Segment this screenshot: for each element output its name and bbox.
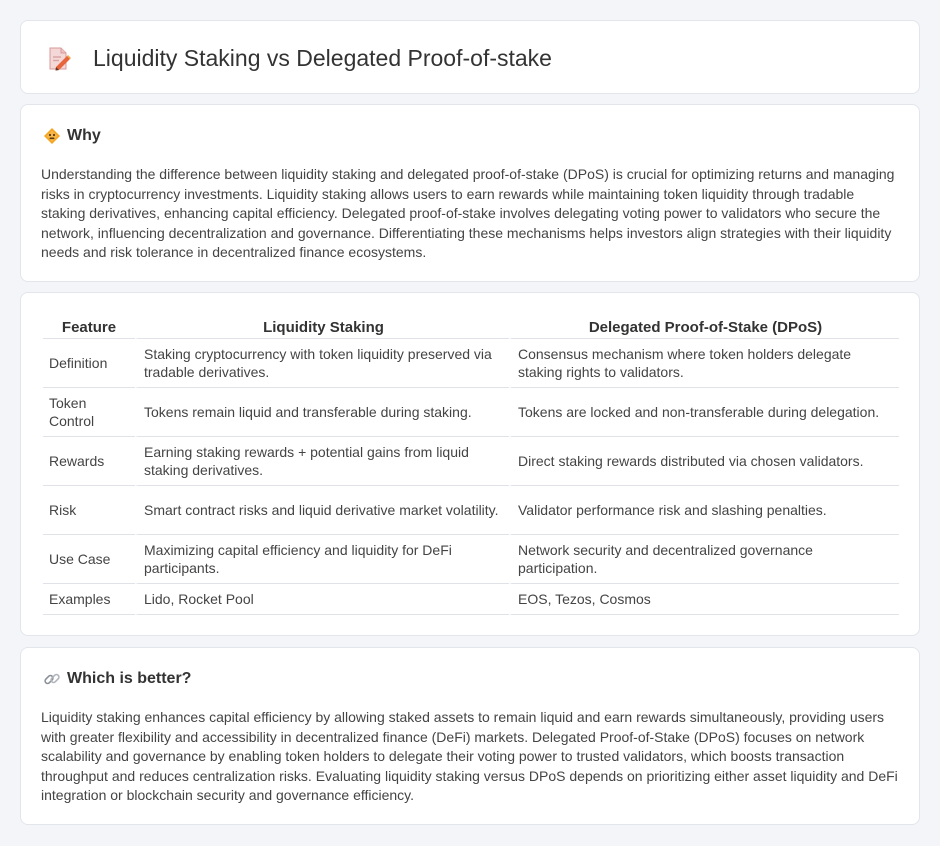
dpos-cell: Consensus mechanism where token holders delegate staking rights to validators. xyxy=(509,339,899,388)
header-liquidity-staking: Liquidity Staking xyxy=(135,315,509,339)
table-header-row xyxy=(43,315,899,339)
liquidity-staking-cell: Tokens remain liquid and transferable during staking. xyxy=(135,388,509,437)
why-text: Understanding the difference between liquidity staking and delegated proof-of-stake (DPoS) is crucial for optimizing returns and managing risks in cryptocurrency investments. Liquidity staking allows users to earn rewards while maintaining token liquidity through tradable staking derivatives, enhancing capital efficiency. Delegated proof-of-stake involves delegating voting power to validators who secure the network, influencing decentralization and governance. Differentiating these mechanisms helps investors align strategies with their liquidity needs and risk tolerance in decentralized finance ecosystems. xyxy=(41,166,895,261)
feature-cell: Use Case xyxy=(43,535,135,584)
feature-cell: Examples xyxy=(43,584,135,615)
dpos-cell: Direct staking rewards distributed via chosen validators. xyxy=(509,437,899,486)
better-title: Which is better? xyxy=(67,670,192,687)
liquidity-staking-cell: Maximizing capital efficiency and liquidity for DeFi participants. xyxy=(135,535,509,584)
page-title: Liquidity Staking vs Delegated Proof-of-stake xyxy=(93,45,552,71)
why-header xyxy=(43,127,101,145)
liquidity-staking-cell: Smart contract risks and liquid derivative market volatility. xyxy=(135,486,509,535)
feature-cell: Definition xyxy=(43,339,135,388)
table-row xyxy=(43,535,899,584)
table-row xyxy=(43,339,899,388)
title-card xyxy=(20,20,920,94)
dpos-cell: Network security and decentralized governance participation. xyxy=(509,535,899,584)
table-row xyxy=(43,584,899,615)
liquidity-staking-cell: Staking cryptocurrency with token liquidity preserved via tradable derivatives. xyxy=(135,339,509,388)
feature-cell: Token Control xyxy=(43,388,135,437)
table-row xyxy=(43,388,899,437)
why-title: Why xyxy=(67,127,101,144)
better-header xyxy=(43,670,191,688)
feature-cell: Rewards xyxy=(43,437,135,486)
which-is-better-section xyxy=(20,647,920,825)
document-pencil-icon xyxy=(47,46,71,72)
dpos-cell: Tokens are locked and non-transferable during delegation. xyxy=(509,388,899,437)
table-row xyxy=(43,486,899,535)
dpos-cell: EOS, Tezos, Cosmos xyxy=(509,584,899,615)
feature-cell: Risk xyxy=(43,486,135,535)
header-feature: Feature xyxy=(43,315,135,339)
better-text: Liquidity staking enhances capital efficiency by allowing staked assets to remain liquid and earn rewards simultaneously, providing users with greater flexibility and accessibility in decentralized finance (DeFi) markets. Delegated Proof-of-Stake (DPoS) focuses on network scalability and governance by enabling token holders to delegate their voting power to trusted validators, which boosts transaction throughput and reduces centralization risks. Evaluating liquidity staking versus DPoS depends on prioritizing either asset liquidity and DeFi integration or blockchain security and governance efficiency. xyxy=(41,709,898,804)
why-section xyxy=(20,104,920,282)
header-dpos: Delegated Proof-of-Stake (DPoS) xyxy=(509,315,899,339)
diamond-warning-icon xyxy=(43,127,61,145)
comparison-table xyxy=(43,315,899,615)
link-icon xyxy=(43,670,61,688)
liquidity-staking-cell: Lido, Rocket Pool xyxy=(135,584,509,615)
title-row xyxy=(47,45,552,72)
liquidity-staking-cell: Earning staking rewards + potential gains from liquid staking derivatives. xyxy=(135,437,509,486)
table-row xyxy=(43,437,899,486)
dpos-cell: Validator performance risk and slashing penalties. xyxy=(509,486,899,535)
comparison-section xyxy=(20,292,920,636)
